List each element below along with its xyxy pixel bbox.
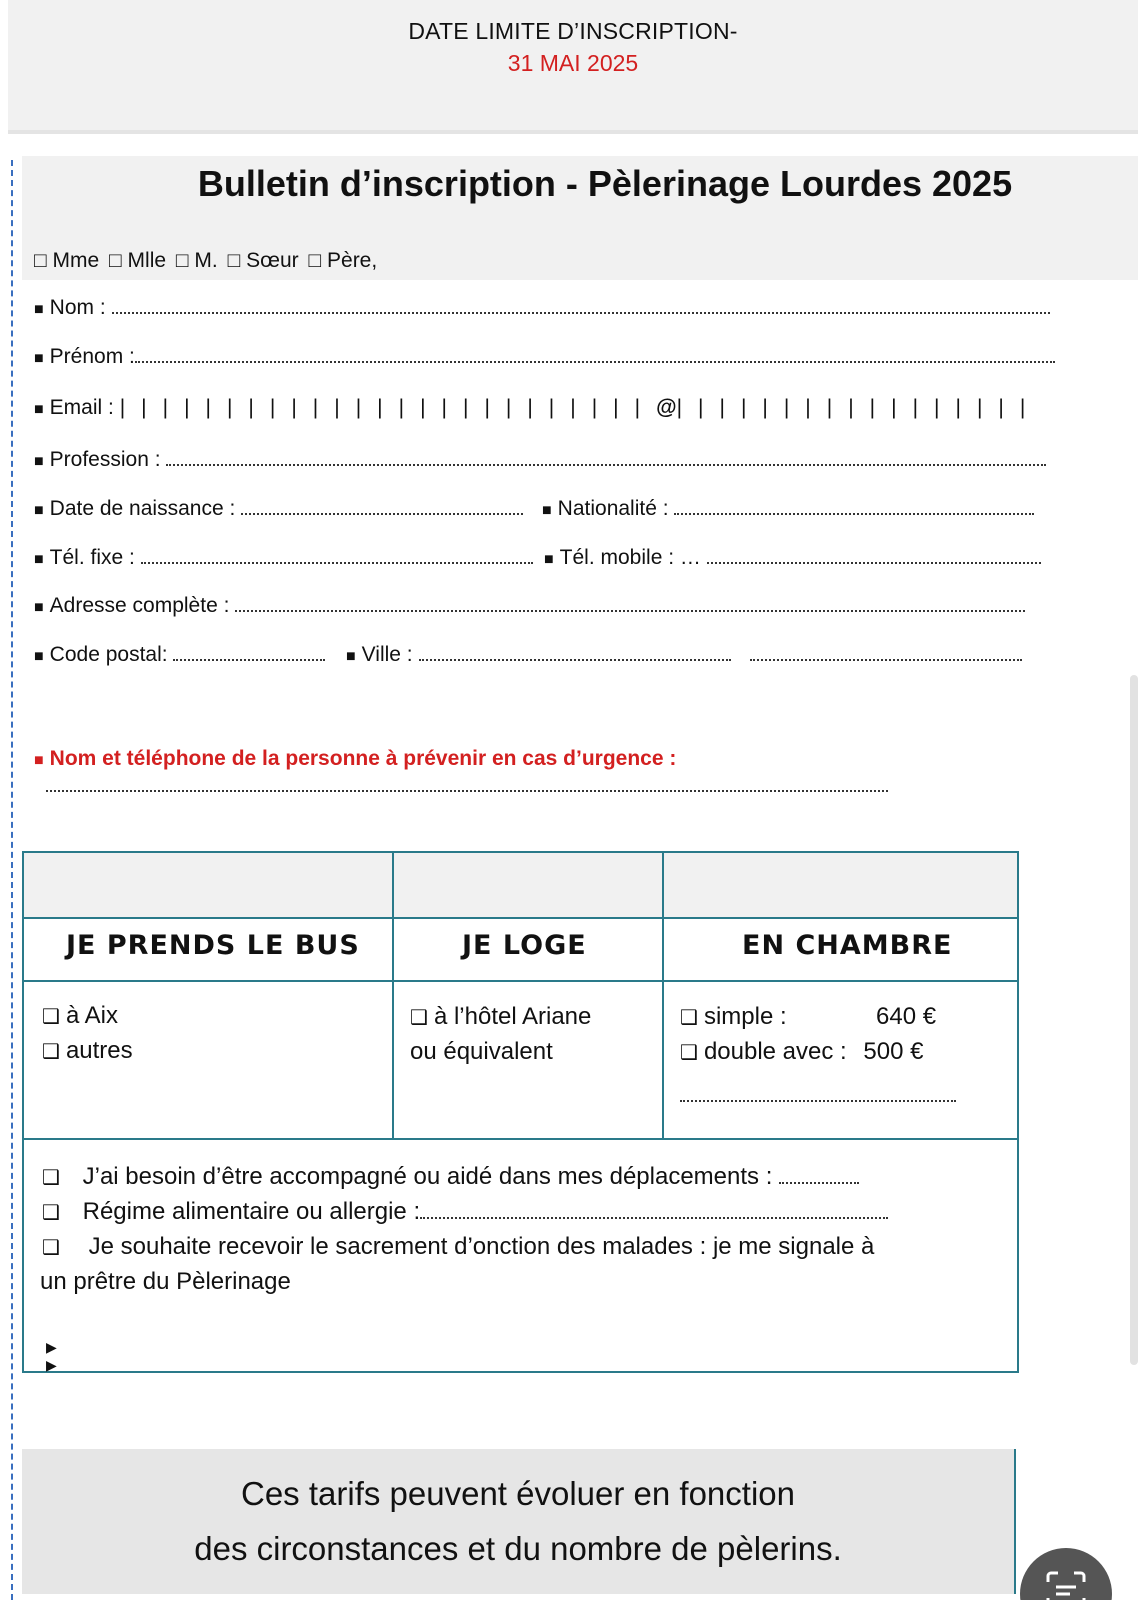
civility-m[interactable]: □ M. <box>175 249 218 272</box>
tel-mobile-field[interactable] <box>544 546 1041 570</box>
tarifs-note <box>22 1449 1016 1594</box>
simple-checkbox[interactable]: ❑ simple : <box>680 1003 787 1030</box>
tel-mobile-line[interactable] <box>707 550 1041 564</box>
email-label: Email : <box>49 396 114 419</box>
scan-text-icon <box>1044 1570 1088 1600</box>
prenom-field[interactable] <box>34 345 1055 369</box>
form-title: Bulletin d’inscription - Pèlerinage Lourdes 2025 <box>197 163 1013 204</box>
onction-option[interactable]: ❑ Je souhaite recevoir le sacrement d’onction des malades : je me signale à <box>42 1230 1002 1265</box>
hotel-subtitle: ou équivalent <box>410 1038 553 1065</box>
email-field[interactable] <box>34 396 1041 420</box>
urgence-label: ■ Nom et téléphone de la personne à prévenir en cas d’urgence : <box>34 747 676 771</box>
nom-label: Nom : <box>49 296 106 319</box>
double-checkbox[interactable]: ❑ double avec : <box>680 1038 847 1065</box>
hotel-checkbox[interactable]: ❑ à l’hôtel Ariane <box>410 1000 591 1035</box>
deadline-date: 31 MAI 2025 <box>507 50 639 76</box>
email-char-boxes[interactable]: ||||||||||||||||||||||||| <box>119 396 657 419</box>
deadline-label: DATE LIMITE D’INSCRIPTION- <box>408 18 738 44</box>
code-postal-line[interactable] <box>173 647 325 661</box>
bullet-square-icon <box>34 546 50 569</box>
tel-fixe-line[interactable] <box>141 550 533 564</box>
civility-mme[interactable]: □ Mme <box>34 249 100 272</box>
regime-option[interactable]: ❑ Régime alimentaire ou allergie : <box>42 1195 1002 1230</box>
arrow-bullet-icon: ▶ <box>46 1357 57 1373</box>
accompagne-option[interactable]: ❑ J’ai besoin d’être accompagné ou aidé dans mes déplacements : <box>42 1160 1002 1195</box>
naissance-field[interactable] <box>34 497 523 521</box>
tel-mobile-label: Tél. mobile : … <box>559 546 701 569</box>
table-col-divider <box>662 853 664 1140</box>
scan-text-button[interactable] <box>1020 1548 1112 1600</box>
tel-fixe-label: Tél. fixe : <box>49 546 135 569</box>
civility-soeur[interactable]: □ Sœur <box>227 249 299 272</box>
extras-list <box>42 1160 1002 1299</box>
tel-fixe-field[interactable] <box>34 546 533 570</box>
prenom-label: Prénom : <box>49 345 135 368</box>
bullet-square-icon <box>34 296 50 319</box>
bullet-arrows <box>46 1338 57 1374</box>
bullet-square-icon <box>34 497 50 520</box>
ville-line-2[interactable] <box>750 647 1022 661</box>
nationalite-field[interactable] <box>542 497 1034 521</box>
email-at-sign: @ <box>656 396 677 419</box>
bus-autres-checkbox[interactable]: ❑ autres <box>42 1034 133 1069</box>
prenom-line[interactable] <box>135 349 1055 363</box>
bullet-square-icon <box>544 546 560 569</box>
checkbox-icon[interactable] <box>42 1163 66 1190</box>
adresse-line[interactable] <box>235 598 1025 612</box>
bus-options <box>42 999 133 1069</box>
civility-options <box>34 249 381 273</box>
nationalite-line[interactable] <box>674 501 1034 515</box>
bus-aix-checkbox[interactable]: ❑ à Aix <box>42 999 133 1034</box>
nationalite-label: Nationalité : <box>557 497 669 520</box>
naissance-label: Date de naissance : <box>49 497 236 520</box>
ville-line[interactable] <box>419 647 731 661</box>
adresse-field[interactable] <box>34 594 1025 618</box>
chambre-double[interactable] <box>680 1035 960 1070</box>
profession-label: Profession : <box>49 448 161 471</box>
header-chambre: EN CHAMBRE <box>742 930 953 961</box>
bullet-square-icon <box>34 643 50 666</box>
bullet-square-icon <box>34 345 50 368</box>
onction-option-cont: un prêtre du Pèlerinage <box>40 1268 291 1295</box>
civility-mlle[interactable]: □ Mlle <box>109 249 167 272</box>
chambre-options <box>680 1000 960 1102</box>
chambre-simple[interactable] <box>680 1000 960 1035</box>
code-postal-field[interactable] <box>34 643 325 667</box>
profession-line[interactable] <box>166 452 1046 466</box>
bullet-square-icon <box>542 497 558 520</box>
bullet-square-icon <box>34 594 50 617</box>
nom-field[interactable] <box>34 296 1050 320</box>
ville-field[interactable] <box>346 643 1022 667</box>
loge-options <box>410 1000 591 1069</box>
checkbox-icon[interactable] <box>42 1233 66 1260</box>
bullet-square-icon <box>34 396 50 419</box>
bullet-square-icon <box>34 747 50 770</box>
table-col-divider <box>392 853 394 1140</box>
bullet-square-icon <box>346 643 362 666</box>
scrollbar[interactable] <box>1130 675 1138 1365</box>
profession-field[interactable] <box>34 448 1046 472</box>
deadline-banner <box>8 0 1138 134</box>
double-price: 500 € <box>863 1038 924 1065</box>
simple-price: 640 € <box>876 1003 937 1030</box>
adresse-label: Adresse complète : <box>49 594 230 617</box>
bullet-square-icon <box>34 448 50 471</box>
header-loge: JE LOGE <box>462 930 587 961</box>
checkbox-icon[interactable] <box>42 1198 66 1225</box>
email-domain-boxes[interactable]: ||||||||||||||||| <box>676 396 1042 419</box>
tarifs-note-line2: des circonstances et du nombre de pèlerins. <box>194 1530 842 1567</box>
urgence-line[interactable] <box>46 790 888 792</box>
tarifs-note-line1: Ces tarifs peuvent évoluer en fonction <box>241 1475 795 1512</box>
arrow-bullet-icon: ▶ <box>46 1339 57 1355</box>
civility-pere[interactable]: □ Père, <box>308 249 378 272</box>
header-bus: JE PRENDS LE BUS <box>66 930 360 961</box>
table-blank-row <box>24 853 1017 919</box>
chambre-line[interactable] <box>680 1100 956 1102</box>
nom-line[interactable] <box>112 300 1050 314</box>
page-margin-guide <box>11 160 13 1600</box>
ville-label: Ville : <box>361 643 413 666</box>
code-postal-label: Code postal: <box>49 643 168 666</box>
naissance-line[interactable] <box>241 501 523 515</box>
